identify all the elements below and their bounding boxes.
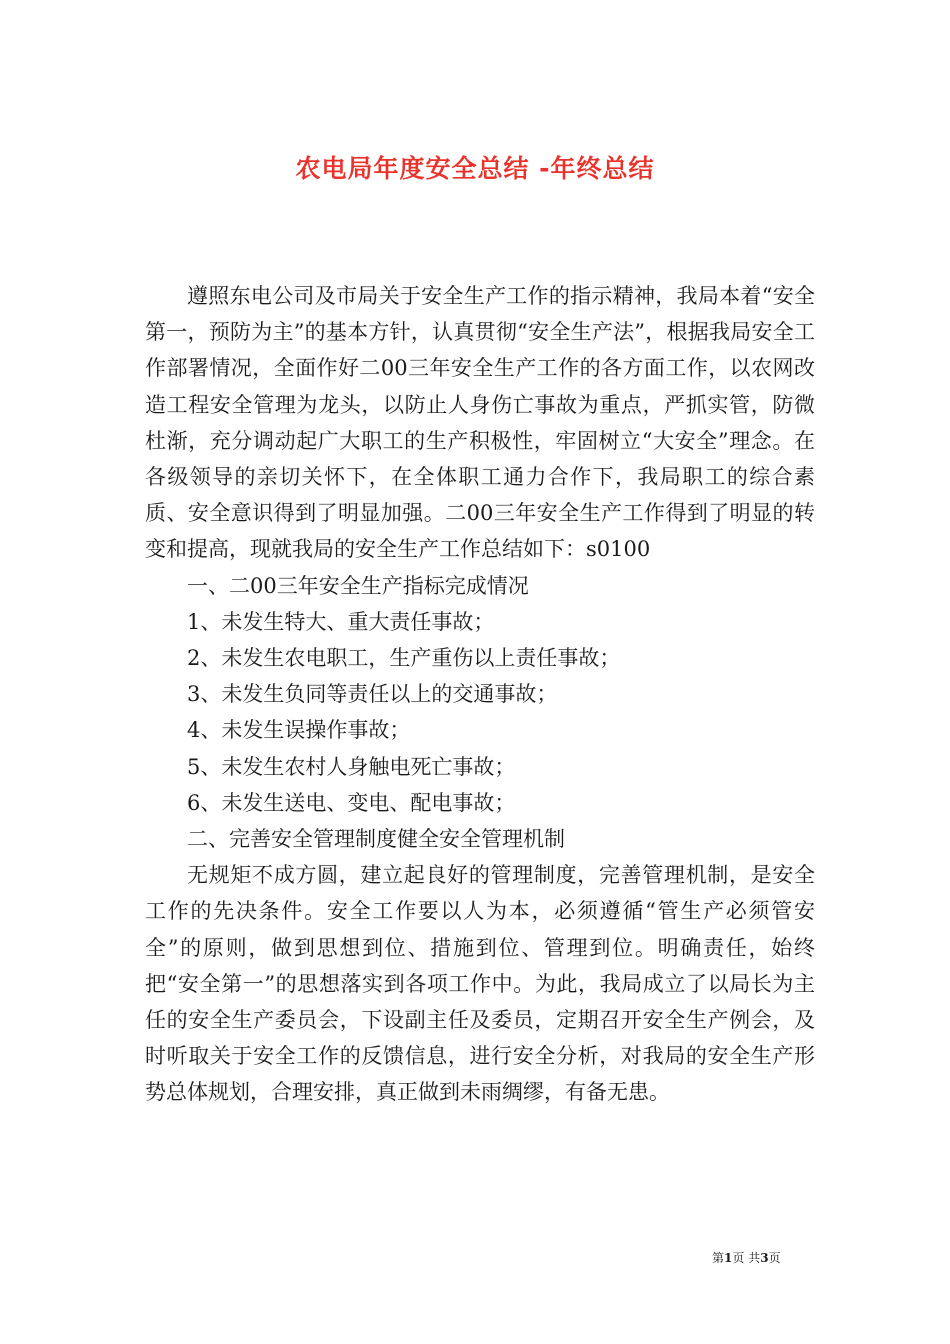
list-item: 6、未发生送电、变电、配电事故； (187, 790, 516, 815)
footer-suffix: 页 (768, 1251, 781, 1265)
section-heading: 二、完善安全管理制度健全安全管理机制 (187, 827, 565, 852)
document-title: 农电局年度安全总结 -年终总结 (295, 153, 655, 183)
list-item: 2、未发生农电职工，生产重伤以上责任事故； (187, 646, 621, 671)
paragraph: 遵照东电公司及市局关于安全生产工作的指示精神，我局本着“安全第一，预防为主”的基本方针，认真贯彻“安全生产法”，根据我局安全工作部署情况，全面作好二00三年安全生产工作的各方面工作，以农网改造工程安全管理为龙头，以防止人身伤亡事故为重点，严抓实管，防微杜渐，充分调动起广大职工的生产积极性，牢固树立“大安全”理念。在各级领导的亲切关怀下，在全体职工通力合作下，我局职工的综合素质、安全意识得到了明显加强。二00三年安全生产工作得到了明显的转变和提高，现就我局的安全生产工作总结如下：s0100 (145, 284, 815, 562)
section-heading: 一、二00三年安全生产指标完成情况 (187, 573, 529, 598)
list-item: 4、未发生误操作事故； (187, 718, 411, 743)
footer-prefix: 第 (712, 1251, 725, 1265)
paragraph: 无规矩不成方圆，建立起良好的管理制度，完善管理机制，是安全工作的先决条件。安全工作要以人为本，必须遵循“管生产必须管安全”的原则，做到思想到位、措施到位、管理到位。明确责任，始终把“安全第一”的思想落实到各项工作中。为此，我局成立了以局长为主任的安全生产委员会，下设副主任及委员，定期召开安全生产例会，及时听取关于安全工作的反馈信息，进行安全分析，对我局的安全生产形势总体规划，合理安排，真正做到未雨绸缪，有备无患。 (145, 863, 815, 1105)
footer-middle: 页 共 (732, 1251, 761, 1265)
current-page-number: 1 (724, 1251, 733, 1265)
document-body (145, 278, 815, 1111)
list-item: 5、未发生农村人身触电死亡事故； (187, 754, 516, 779)
list-item: 1、未发生特大、重大责任事故； (187, 609, 495, 634)
list-item: 3、未发生负同等责任以上的交通事故； (187, 682, 558, 707)
page-number-footer (712, 1249, 781, 1266)
total-page-count: 3 (760, 1251, 769, 1265)
